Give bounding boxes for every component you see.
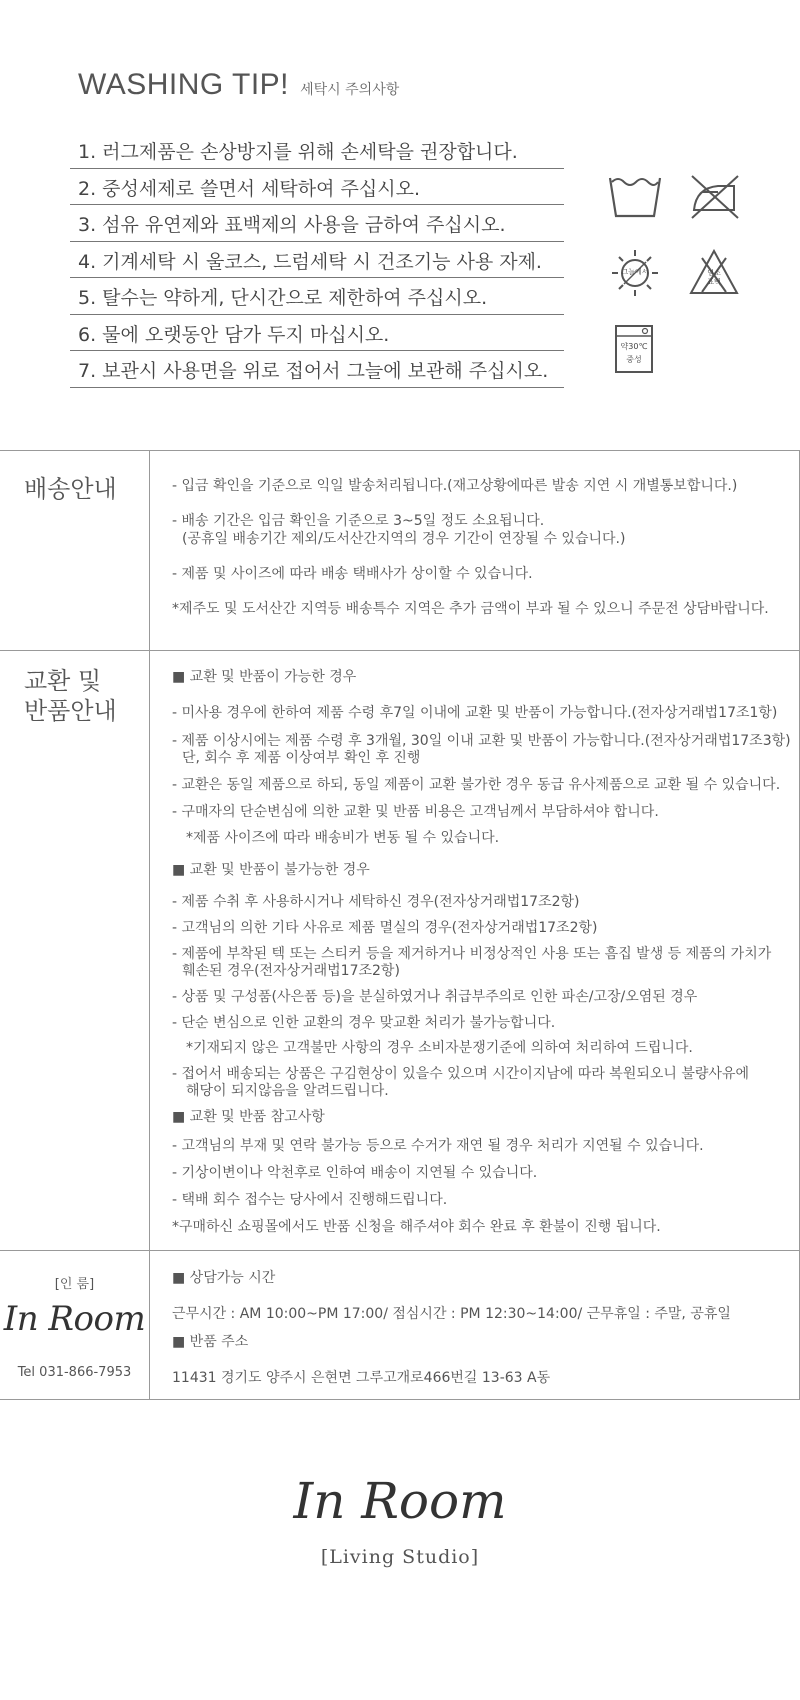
hours-title: ■ 상담가능 시간 (172, 1270, 276, 1286)
washing-tip: 4. 기계세탁 시 울코스, 드럼세탁 시 건조기능 사용 자제. (70, 242, 564, 279)
exchange-line: - 제품 이상시에는 제품 수령 후 3개월, 30일 이내 교환 및 반품이 가능합니다.(전자상거래법17조3항) (172, 733, 791, 749)
hand-wash-icon (608, 172, 662, 220)
washing-subtitle: 세탁시 주의사항 (300, 82, 400, 98)
washing-tip: 7. 보관시 사용면을 위로 접어서 그늘에 보관해 주십시오. (70, 351, 564, 388)
address-text: 11431 경기도 양주시 은현면 그루고개로466번길 13-63 A동 (172, 1370, 551, 1386)
exchange-section (0, 650, 800, 1250)
shade-dry-icon (610, 248, 660, 298)
shade-dry-label: 그늘에서 (621, 268, 649, 276)
exchange-line: - 제품 수취 후 사용하시거나 세탁하신 경우(전자상거래법17조2항) (172, 894, 580, 910)
shipping-line: - 제품 및 사이즈에 따라 배송 택배사가 상이할 수 있습니다. (172, 566, 533, 582)
footer-logo: In Room (293, 1472, 507, 1530)
exchange-line: - 상품 및 구성품(사은품 등)을 분실하였거나 취급부주의로 인한 파손/고장/오염된 경우 (172, 989, 698, 1005)
washing-tip: 6. 물에 오랫동안 담가 두지 마십시오. (70, 315, 564, 352)
hours-text: 근무시간 : AM 10:00~PM 17:00/ 점심시간 : PM 12:30~14:00/ 근무휴일 : 주말, 공휴일 (172, 1306, 731, 1322)
exchange-sec1-title: ■ 교환 및 반품이 가능한 경우 (172, 669, 357, 685)
exchange-line: - 구매자의 단순변심에 의한 교환 및 반품 비용은 고객님께서 부담하셔야 합니다. (172, 804, 659, 820)
washing-tip: 1. 러그제품은 손상방지를 위해 손세탁을 권장합니다. (70, 132, 564, 169)
machine-wash-detergent: 중성 (626, 355, 642, 364)
exchange-line: - 택배 회수 접수는 당사에서 진행해드립니다. (172, 1192, 448, 1208)
exchange-line: 해당이 되지않음을 알려드립니다. (186, 1083, 389, 1099)
washing-tip: 5. 탈수는 약하게, 단시간으로 제한하여 주십시오. (70, 278, 564, 315)
exchange-line: 단, 회수 후 제품 이상여부 확인 후 진행 (182, 750, 421, 766)
washing-tip: 2. 중성세제로 쓸면서 세탁하여 주십시오. (70, 169, 564, 206)
washing-title: WASHING TIP! (78, 68, 290, 101)
brand-korean: [인 룸] (54, 1277, 95, 1292)
no-iron-icon (688, 172, 742, 222)
no-bleach-label-2: 표백 (707, 278, 721, 286)
shipping-section (0, 450, 800, 650)
contact-phone: Tel 031-866-7953 (17, 1365, 132, 1380)
exchange-line: - 교환은 동일 제품으로 하되, 동일 제품이 교환 불가한 경우 동급 유사제품으로 교환 될 수 있습니다. (172, 777, 781, 793)
brand-logo-small: In Room (3, 1299, 146, 1339)
shipping-line: (공휴일 배송기간 제외/도서산간지역의 경우 기간이 연장될 수 있습니다.) (182, 531, 626, 547)
exchange-line: - 고객님의 의한 기타 사유로 제품 멸실의 경우(전자상거래법17조2항) (172, 920, 598, 936)
shipping-line: *제주도 및 도서산간 지역등 배송특수 지역은 추가 금액이 부과 될 수 있으니 주문전 상담바랍니다. (172, 601, 769, 617)
exchange-line: *제품 사이즈에 따라 배송비가 변동 될 수 있습니다. (186, 830, 500, 846)
exchange-line: - 고객님의 부재 및 연락 불가능 등으로 수거가 재연 될 경우 처리가 지연될 수 있습니다. (172, 1138, 704, 1154)
exchange-line: - 접어서 배송되는 상품은 구김현상이 있을수 있으며 시간이지남에 따라 복원되오니 불량사유에 (172, 1066, 749, 1082)
exchange-heading-1: 교환 및 (24, 667, 102, 695)
exchange-line: - 미사용 경우에 한하여 제품 수령 후7일 이내에 교환 및 반품이 가능합니다.(전자상거래법17조1항) (172, 705, 778, 721)
washing-tip: 3. 섬유 유연제와 표백제의 사용을 금하여 주십시오. (70, 205, 564, 242)
exchange-heading-2: 반품안내 (24, 697, 117, 725)
exchange-line: - 기상이변이나 악천후로 인하여 배송이 지연될 수 있습니다. (172, 1165, 538, 1181)
exchange-line: 훼손된 경우(전자상거래법17조2항) (182, 963, 400, 979)
exchange-sec2-title: ■ 교환 및 반품이 불가능한 경우 (172, 862, 370, 878)
shipping-line: - 배송 기간은 입금 확인을 기준으로 3~5일 정도 소요됩니다. (172, 513, 545, 529)
machine-wash-temp: 약30℃ (620, 342, 648, 351)
no-bleach-icon (688, 248, 740, 296)
washing-tips-list (70, 132, 564, 388)
no-bleach-label-1: 염소 (707, 269, 721, 277)
exchange-line: - 단순 변심으로 인한 교환의 경우 맞교환 처리가 불가능합니다. (172, 1015, 556, 1031)
shipping-heading: 배송안내 (24, 475, 117, 503)
footer-tagline: [Living Studio] (320, 1546, 480, 1568)
machine-wash-icon (614, 324, 654, 376)
exchange-line: *구매하신 쇼핑몰에서도 반품 신청을 해주셔야 회수 완료 후 환불이 진행 됩니다. (172, 1219, 661, 1235)
washing-title-block (78, 68, 399, 102)
shipping-line: - 입금 확인을 기준으로 익일 발송처리됩니다.(재고상황에따른 발송 지연 시 개별통보합니다.) (172, 478, 738, 494)
exchange-line: - 제품에 부착된 텍 또는 스티커 등을 제거하거나 비정상적인 사용 또는 흠집 발생 등 제품의 가치가 (172, 946, 772, 962)
contact-section (0, 1250, 800, 1400)
address-title: ■ 반품 주소 (172, 1334, 249, 1350)
exchange-sec3-title: ■ 교환 및 반품 참고사항 (172, 1109, 325, 1125)
exchange-line: *기재되지 않은 고객불만 사항의 경우 소비자분쟁기준에 의하여 처리하여 드립니다. (186, 1040, 693, 1056)
